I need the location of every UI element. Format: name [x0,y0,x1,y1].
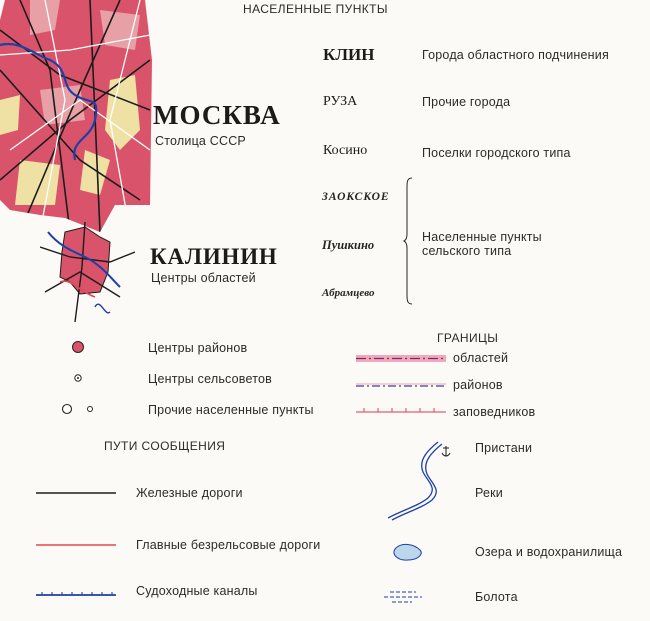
route-symbols [36,485,126,600]
border-label-reserve: заповедников [453,405,536,419]
point-label-district-center: Центры районов [148,341,248,355]
rural-sample-3: Абрамцево [322,287,375,299]
water-symbols [378,440,458,615]
oblast-center-icon [40,222,135,322]
water-label-pier: Пристани [475,441,533,455]
city-desc-town: Поселки городского типа [422,146,571,160]
city-sample-oblast-subordinate: КЛИН [323,45,375,64]
section-title-settlements: НАСЕЛЕННЫЕ ПУНКТЫ [243,2,388,16]
river-icon [388,442,442,520]
route-label-railroad: Железные дороги [136,486,243,500]
water-label-lake: Озера и водохранилища [475,545,623,559]
reserve-border-icon [356,408,446,412]
section-title-borders: ГРАНИЦЫ [437,331,499,345]
canal-icon [36,592,116,595]
border-symbols [356,349,448,419]
border-label-rayon: районов [453,378,503,392]
water-label-river: Реки [475,486,503,500]
oblast-center-name: КАЛИНИН [150,244,278,269]
oblast-center-desc: Центры областей [151,271,256,285]
water-label-swamp: Болота [475,590,518,604]
point-symbols [58,339,98,419]
city-desc-other: Прочие города [422,95,511,109]
section-title-routes: ПУТИ СООБЩЕНИЯ [104,439,226,453]
pier-icon [442,446,450,456]
border-label-oblast: областей [453,351,509,365]
city-desc-oblast-subordinate: Города областного подчинения [422,48,609,62]
rural-desc-line1: Населенные пункты [422,230,542,244]
rayon-border-icon [356,384,446,386]
city-sample-town: Косино [323,143,368,158]
lake-icon [394,544,421,560]
moscow-map-icon [0,0,152,232]
rural-sample-2: Пушкино [322,238,375,252]
swamp-icon [384,592,422,602]
point-label-other-settlements: Прочие населенные пункты [148,403,314,417]
other-settlements-icon [63,405,72,414]
route-label-main-road: Главные безрельсовые дороги [136,538,321,552]
point-label-village-council: Центры сельсоветов [148,372,272,386]
district-center-icon [73,342,84,353]
capital-desc: Столица СССР [155,134,246,148]
brace-icon [398,176,418,306]
route-label-canal: Судоходные каналы [136,584,258,598]
oblast-border-icon [356,355,446,362]
capital-name: МОСКВА [153,100,281,130]
rural-sample-1: ЗАОКСКОЕ [322,191,390,203]
city-sample-other: РУЗА [323,94,358,109]
rural-desc-line2: сельского типа [422,244,512,258]
